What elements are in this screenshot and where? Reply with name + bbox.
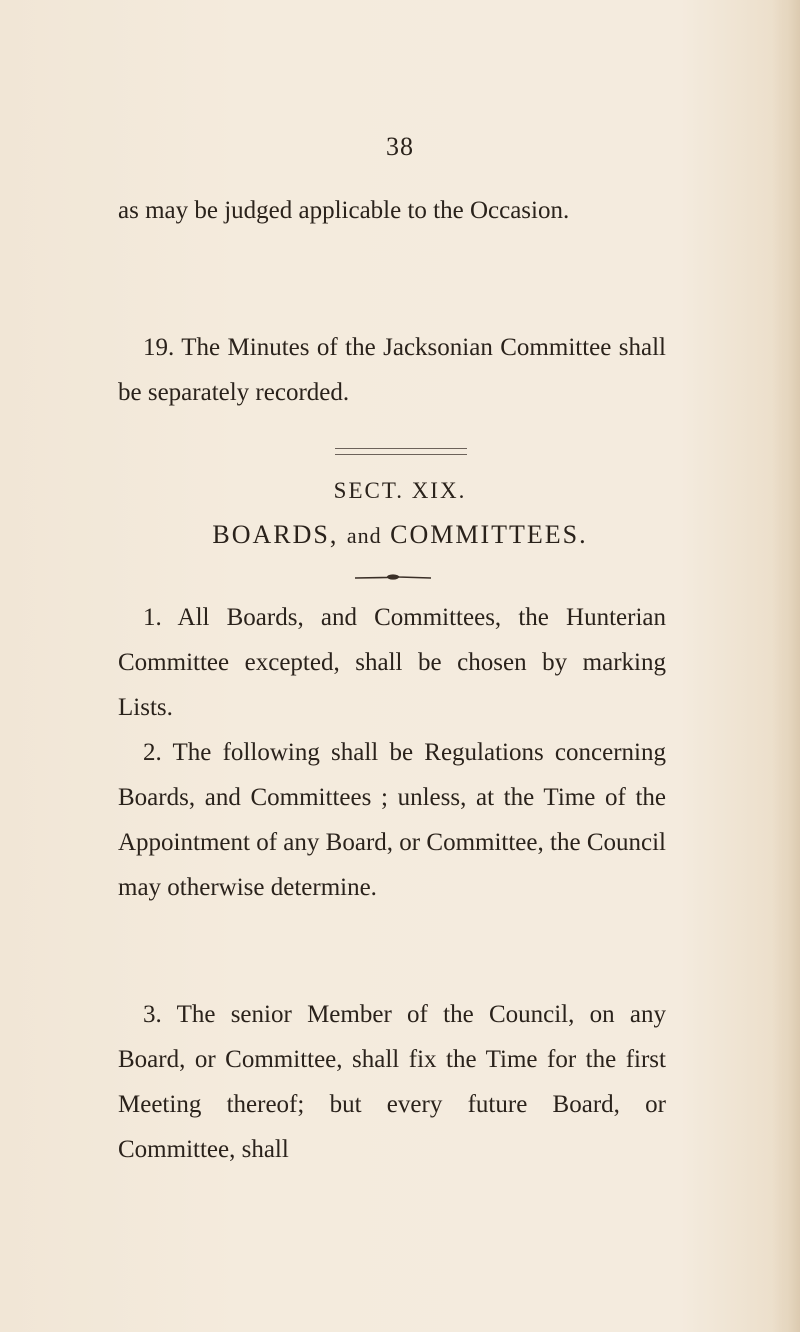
paragraph-item-2: 2. The following shall be Regulations concerning Boards, and Committees ; unless, at the Time of the Appointment of any Board, or Committee, the Council may otherwise determine. — [118, 739, 666, 901]
heading-committees: COMMITTEES. — [390, 520, 588, 549]
paragraph-item-1: 1. All Boards, and Committees, the Hunterian Committee excepted, shall be chosen by marking Lists. — [118, 604, 666, 721]
section-divider-rule — [335, 448, 467, 455]
ornament-rule-icon — [353, 572, 433, 582]
heading-and: and — [346, 523, 382, 548]
page-edge-shadow — [772, 0, 800, 1332]
section-label: SECT. XIX. — [333, 478, 467, 503]
paragraph-item-19: 19. The Minutes of the Jacksonian Committee shall be separately recorded. — [118, 334, 666, 406]
page-number: 38 — [386, 132, 414, 161]
paragraph-continuation: as may be judged applicable to the Occasion. — [118, 197, 570, 224]
section-heading — [0, 520, 800, 550]
heading-boards: BOARDS, — [212, 520, 339, 549]
paragraph-item-3: 3. The senior Member of the Council, on any Board, or Committee, shall fix the Time for the first Meeting thereof; but every future Board, or Committee, shall — [118, 1001, 666, 1163]
